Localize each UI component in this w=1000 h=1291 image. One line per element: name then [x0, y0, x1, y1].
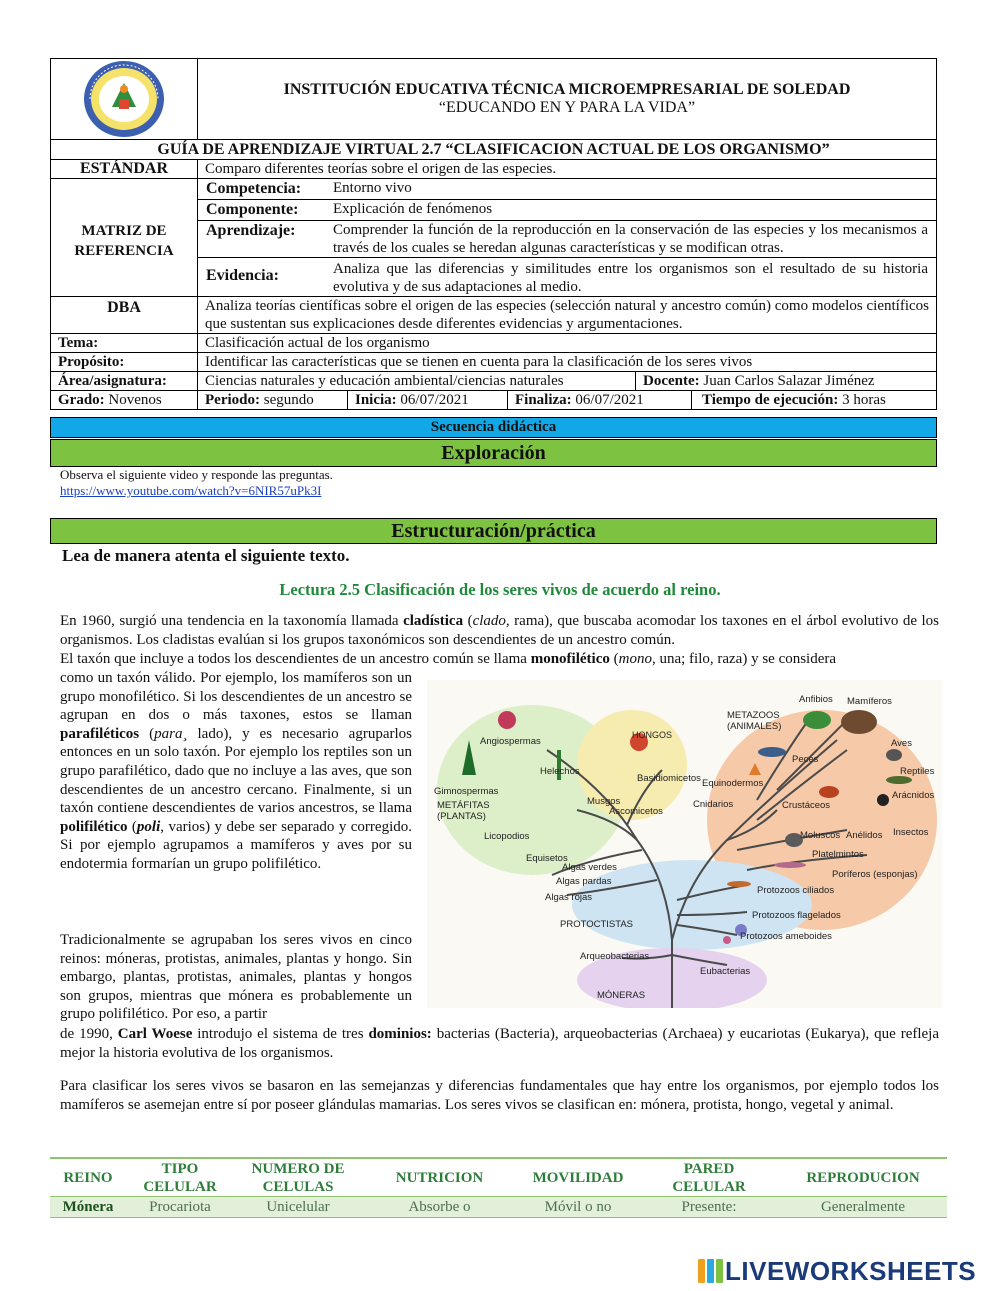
term-poli: poli [136, 818, 161, 835]
paragraph-woese [60, 1025, 939, 1062]
proposito-row [51, 353, 936, 372]
exploracion-instructions [60, 467, 333, 499]
text-span: como un taxón válido. Por ejemplo, los mamíferos son un grupo monofilético. Si los descendientes de un ancestro se agrupan en dos o más taxones, estos se llaman [60, 670, 412, 724]
label-moluscos: Moluscos [800, 830, 841, 841]
cell-numero-celulas: Unicelular [266, 1198, 330, 1215]
bacteria-icon [723, 936, 731, 944]
estandar-label: ESTÁNDAR [51, 160, 198, 178]
paragraph-cladistica [60, 612, 939, 649]
tree-diagram [427, 680, 942, 1008]
docente-label: Docente: [643, 373, 700, 389]
institution-motto: “EDUCANDO EN Y PARA LA VIDA” [438, 99, 696, 116]
reptile-icon [886, 776, 912, 784]
componente-row [198, 200, 936, 221]
label-equinodermos: Equinodermos [702, 778, 764, 789]
term-mono: mono [618, 651, 652, 667]
matriz-label: MATRIZ DE REFERENCIA [51, 179, 198, 296]
instruction-text: Observa el siguiente video y responde las preguntas. [60, 467, 333, 482]
paragraph-cinco-reinos: Tradicionalmente se agrupaban los seres vivos en cinco reinos: móneras, protistas, animales, plantas y hongo. Sin embargo, plantas, protistas, animales, plantas y hongos son grupos, mientras que mónera es probablemente un grupo polifilético. Por eso, a partir [60, 932, 412, 1023]
periodo-label: Periodo: [205, 392, 260, 408]
tema-row [51, 334, 936, 353]
dba-value: Analiza teorías científicas sobre el origen de las especies (selección natural y ancestro común) como modelos científicos que sustentan sus explicaciones desde diferentes evidencias y argumentaciones. [205, 298, 929, 332]
paragraph-clasificacion: Para clasificar los seres vivos se basaron en las semejanzas y diferencias fundamentales que hay entre los organismos, por ejemplo todos los mamíferos se asemejan entre sí por poseer glándulas mamarias. Los seres vivos se clasifican en: mónera, protista, hongo, vegetal y animal. [60, 1078, 939, 1113]
grado-row [51, 391, 936, 409]
grado-label: Grado: [58, 392, 105, 408]
text-span: rama), que buscaba acomodar los taxones en el árbol evolutivo de los organismos. Los cladistas evalúan si los grupos taxonómicos son descendientes de un ancestro común. [60, 613, 940, 648]
evidencia-value: Analiza que las diferencias y similitudes entre los organismos son el resultado de su historia evolutiva y de sus adaptaciones al medio. [333, 261, 928, 295]
term-clado: clado, [472, 613, 510, 629]
label-protozoos-flagelados: Protozoos flagelados [752, 910, 841, 921]
label-plantas: (PLANTAS) [437, 811, 486, 822]
phylogenetic-tree-figure [427, 680, 942, 1008]
competencia-row [198, 179, 936, 200]
liveworksheets-icon [697, 1257, 725, 1285]
label-insectos: Insectos [893, 827, 929, 838]
cell-reproducion: Generalmente [820, 1198, 906, 1215]
text-span: , una; filo, raza) y se considera [651, 651, 837, 667]
header-line: CELULAR [672, 1178, 746, 1195]
header-line: NUMERO DE [251, 1160, 345, 1177]
docente-value: Juan Carlos Salazar Jiménez [703, 373, 875, 389]
exploracion-bar: Exploración [50, 439, 937, 467]
text-span: ( [127, 818, 137, 835]
label-angiospermas: Angiospermas [480, 736, 541, 747]
label-musgos: Musgos [587, 796, 621, 807]
header-numero-celulas [234, 1160, 362, 1196]
text-span: El taxón que incluye a todos los descendientes de un ancestro común se llama [60, 651, 531, 667]
proposito-label: Propósito: [51, 353, 198, 371]
finaliza-value: 06/07/2021 [575, 392, 644, 408]
header-line: CELULAR [143, 1178, 217, 1195]
label-aracnidos: Arácnidos [892, 790, 935, 801]
school-logo [51, 59, 198, 139]
bird-icon [886, 749, 902, 761]
flatworm-icon [774, 862, 806, 868]
header-reino: REINO [63, 1169, 113, 1186]
label-hongos: HONGOS [632, 730, 673, 740]
header-pared-celular [639, 1160, 779, 1196]
lea-heading: Lea de manera atenta el siguiente texto. [62, 546, 350, 565]
elephant-icon [841, 710, 877, 734]
label-ascomicetos: Ascomicetos [609, 806, 663, 817]
reinos-table [50, 1157, 947, 1218]
componente-label: Componente: [206, 201, 299, 218]
area-row [51, 372, 936, 391]
header-row [51, 59, 936, 140]
label-gimnospermas: Gimnospermas [434, 786, 499, 797]
label-mamiferos: Mamíferos [847, 696, 892, 707]
competencia-value: Entorno vivo [333, 180, 412, 196]
aprendizaje-value: Comprender la función de la reproducción en la conservación de las especies y los mecanismos a través de los cuales se heredan algunas características y se modifican otras. [333, 222, 928, 256]
text-span: ( [463, 613, 473, 629]
label-poriferos: Poríferos (esponjas) [832, 869, 918, 880]
text-span: ( [139, 725, 155, 742]
term-monofiletico: monofilético [530, 651, 610, 667]
brand-text: LIVEWORKSHEETS [725, 1255, 977, 1286]
proposito-value: Identificar las características que se tienen en cuenta para la clasificación de los seres vivos [205, 354, 753, 370]
header-nutricion: NUTRICION [395, 1169, 484, 1186]
text-span: , varios) y debe ser separado y corregido. Si por ejemplo agrupamos a mamíferos y aves por su endotermia formarían un grupo polifilético. [60, 818, 412, 872]
institution-title [198, 59, 936, 139]
term-dominios: dominios: [368, 1026, 432, 1042]
tema-value: Clasificación actual de los organismo [205, 335, 430, 351]
header-tipo-celular [126, 1160, 234, 1196]
label-reptiles: Reptiles [900, 766, 935, 777]
label-platelmintos: Platelmintos [812, 849, 864, 860]
term-parafileticos: parafiléticos [60, 725, 140, 742]
estandar-value: Comparo diferentes teorías sobre el origen de las especies. [205, 161, 557, 177]
estandar-row [51, 160, 936, 179]
label-metazoos: METAZOOS [727, 710, 780, 721]
periodo-value: segundo [263, 392, 314, 408]
label-cnidarios: Cnidarios [693, 799, 734, 810]
spider-icon [877, 794, 889, 806]
term-cladistica: cladística [403, 613, 464, 629]
lectura-title: Lectura 2.5 Clasificación de los seres vivos de acuerdo al reino. [279, 580, 721, 599]
term-carl-woese: Carl Woese [117, 1026, 193, 1042]
flower-icon [498, 711, 516, 729]
header-line: TIPO [161, 1160, 199, 1177]
header-table [50, 58, 937, 410]
label-arqueobacterias: Arqueobacterias [580, 951, 650, 962]
text-span: bacterias (Bacteria), arqueobacterias (Archaea) y eucariotas (Eukarya), que refleja mejor la historia evolutiva de los organismos. [60, 1026, 939, 1061]
tiempo-label: Tiempo de ejecución: [702, 392, 839, 408]
header-line: PARED [683, 1160, 735, 1177]
secuencia-bar: Secuencia didáctica [50, 417, 937, 438]
label-aves: Aves [891, 738, 912, 749]
ciliate-icon [727, 881, 751, 887]
finaliza-label: Finaliza: [515, 392, 572, 408]
paragraph-monofiletico [60, 650, 939, 669]
grado-value: Novenos [108, 392, 162, 408]
label-algas-verdes: Algas verdes [562, 862, 617, 873]
label-basidiomicetos: Basidiomicetos [637, 773, 701, 784]
label-algas-pardas: Algas pardas [556, 876, 612, 887]
cell-tipo-celular: Procariota [149, 1198, 211, 1215]
label-equisetos: Equisetos [526, 853, 568, 864]
text-span: En 1960, surgió una tendencia en la taxonomía llamada [60, 613, 404, 629]
label-eubacterias: Eubacterias [700, 966, 751, 977]
video-link[interactable]: https://www.youtube.com/watch?v=6NIR57uPk3I [60, 483, 322, 498]
label-algas-rojas: Algas rojas [545, 892, 592, 903]
estructuracion-bar: Estructuración/práctica [50, 518, 937, 544]
dba-label: DBA [51, 297, 198, 333]
tema-label: Tema: [51, 334, 198, 352]
inicia-value: 06/07/2021 [400, 392, 469, 408]
crab-icon [819, 786, 839, 798]
cell-pared-celular: Presente: [681, 1198, 737, 1215]
school-seal-icon [82, 59, 166, 139]
institution-name: INSTITUCIÓN EDUCATIVA TÉCNICA MICROEMPRESARIAL DE SOLEDAD [283, 81, 851, 98]
header-line: CELULAS [262, 1178, 334, 1195]
competencia-label: Competencia: [206, 180, 302, 197]
text-span: introdujo el sistema de tres [192, 1026, 369, 1042]
aprendizaje-row [198, 221, 936, 258]
label-protoctistas: PROTOCTISTAS [560, 919, 634, 930]
text-span: de 1990, [60, 1026, 118, 1042]
label-anfibios: Anfibios [799, 694, 833, 705]
tiempo-value: 3 horas [842, 392, 886, 408]
label-licopodios: Licopodios [484, 831, 530, 842]
liveworksheets-logo [697, 1255, 997, 1287]
cell-movilidad: Móvil o no [544, 1198, 612, 1215]
label-moneras: MÓNERAS [597, 990, 646, 1001]
label-metafitas: METÁFITAS [437, 800, 490, 811]
label-protozoos-ameboides: Protozoos ameboides [740, 931, 832, 942]
cell-reino: Mónera [62, 1198, 114, 1215]
frog-icon [803, 711, 831, 729]
area-value: Ciencias naturales y educación ambiental/ciencias naturales [198, 372, 636, 390]
term-polifiletico: polifilético [60, 818, 128, 835]
table-header [50, 1159, 947, 1197]
text-span: ( [609, 651, 619, 667]
guide-title: GUÍA DE APRENDIZAJE VIRTUAL 2.7 “CLASIFICACION ACTUAL DE LOS ORGANISMO” [51, 140, 936, 160]
header-movilidad: MOVILIDAD [532, 1169, 624, 1186]
table-row [50, 1197, 947, 1218]
matriz-section [51, 179, 936, 297]
aprendizaje-label: Aprendizaje: [206, 222, 296, 239]
dba-row [51, 297, 936, 334]
label-animales: (ANIMALES) [727, 721, 782, 732]
label-helechos: Helechos [540, 766, 580, 777]
fish-icon [758, 747, 786, 757]
paragraph-parafileticos [60, 669, 412, 874]
label-protozoos-ciliados: Protozoos ciliados [757, 885, 835, 896]
area-label: Área/asignatura: [51, 372, 198, 390]
evidencia-label: Evidencia: [206, 267, 279, 284]
evidencia-row [198, 258, 936, 296]
cell-nutricion: Absorbe o [408, 1198, 471, 1215]
inicia-label: Inicia: [355, 392, 397, 408]
header-reproducion: REPRODUCION [806, 1169, 920, 1186]
label-peces: Peces [792, 754, 819, 765]
term-para: para¸ [154, 725, 188, 742]
componente-value: Explicación de fenómenos [333, 201, 493, 217]
label-crustaceos: Crustáceos [782, 800, 831, 811]
text-span: lado), y es necesario agruparlos entonces en un solo taxón. Por ejemplo los reptiles son un grupo parafilético, dado que no incluye a las aves, que son descendientes de un ancestro cercano. Finalmente, si un taxón contiene descendientes de varios ancestros, se llama [60, 725, 412, 817]
label-anelidos: Anélidos [846, 830, 883, 841]
